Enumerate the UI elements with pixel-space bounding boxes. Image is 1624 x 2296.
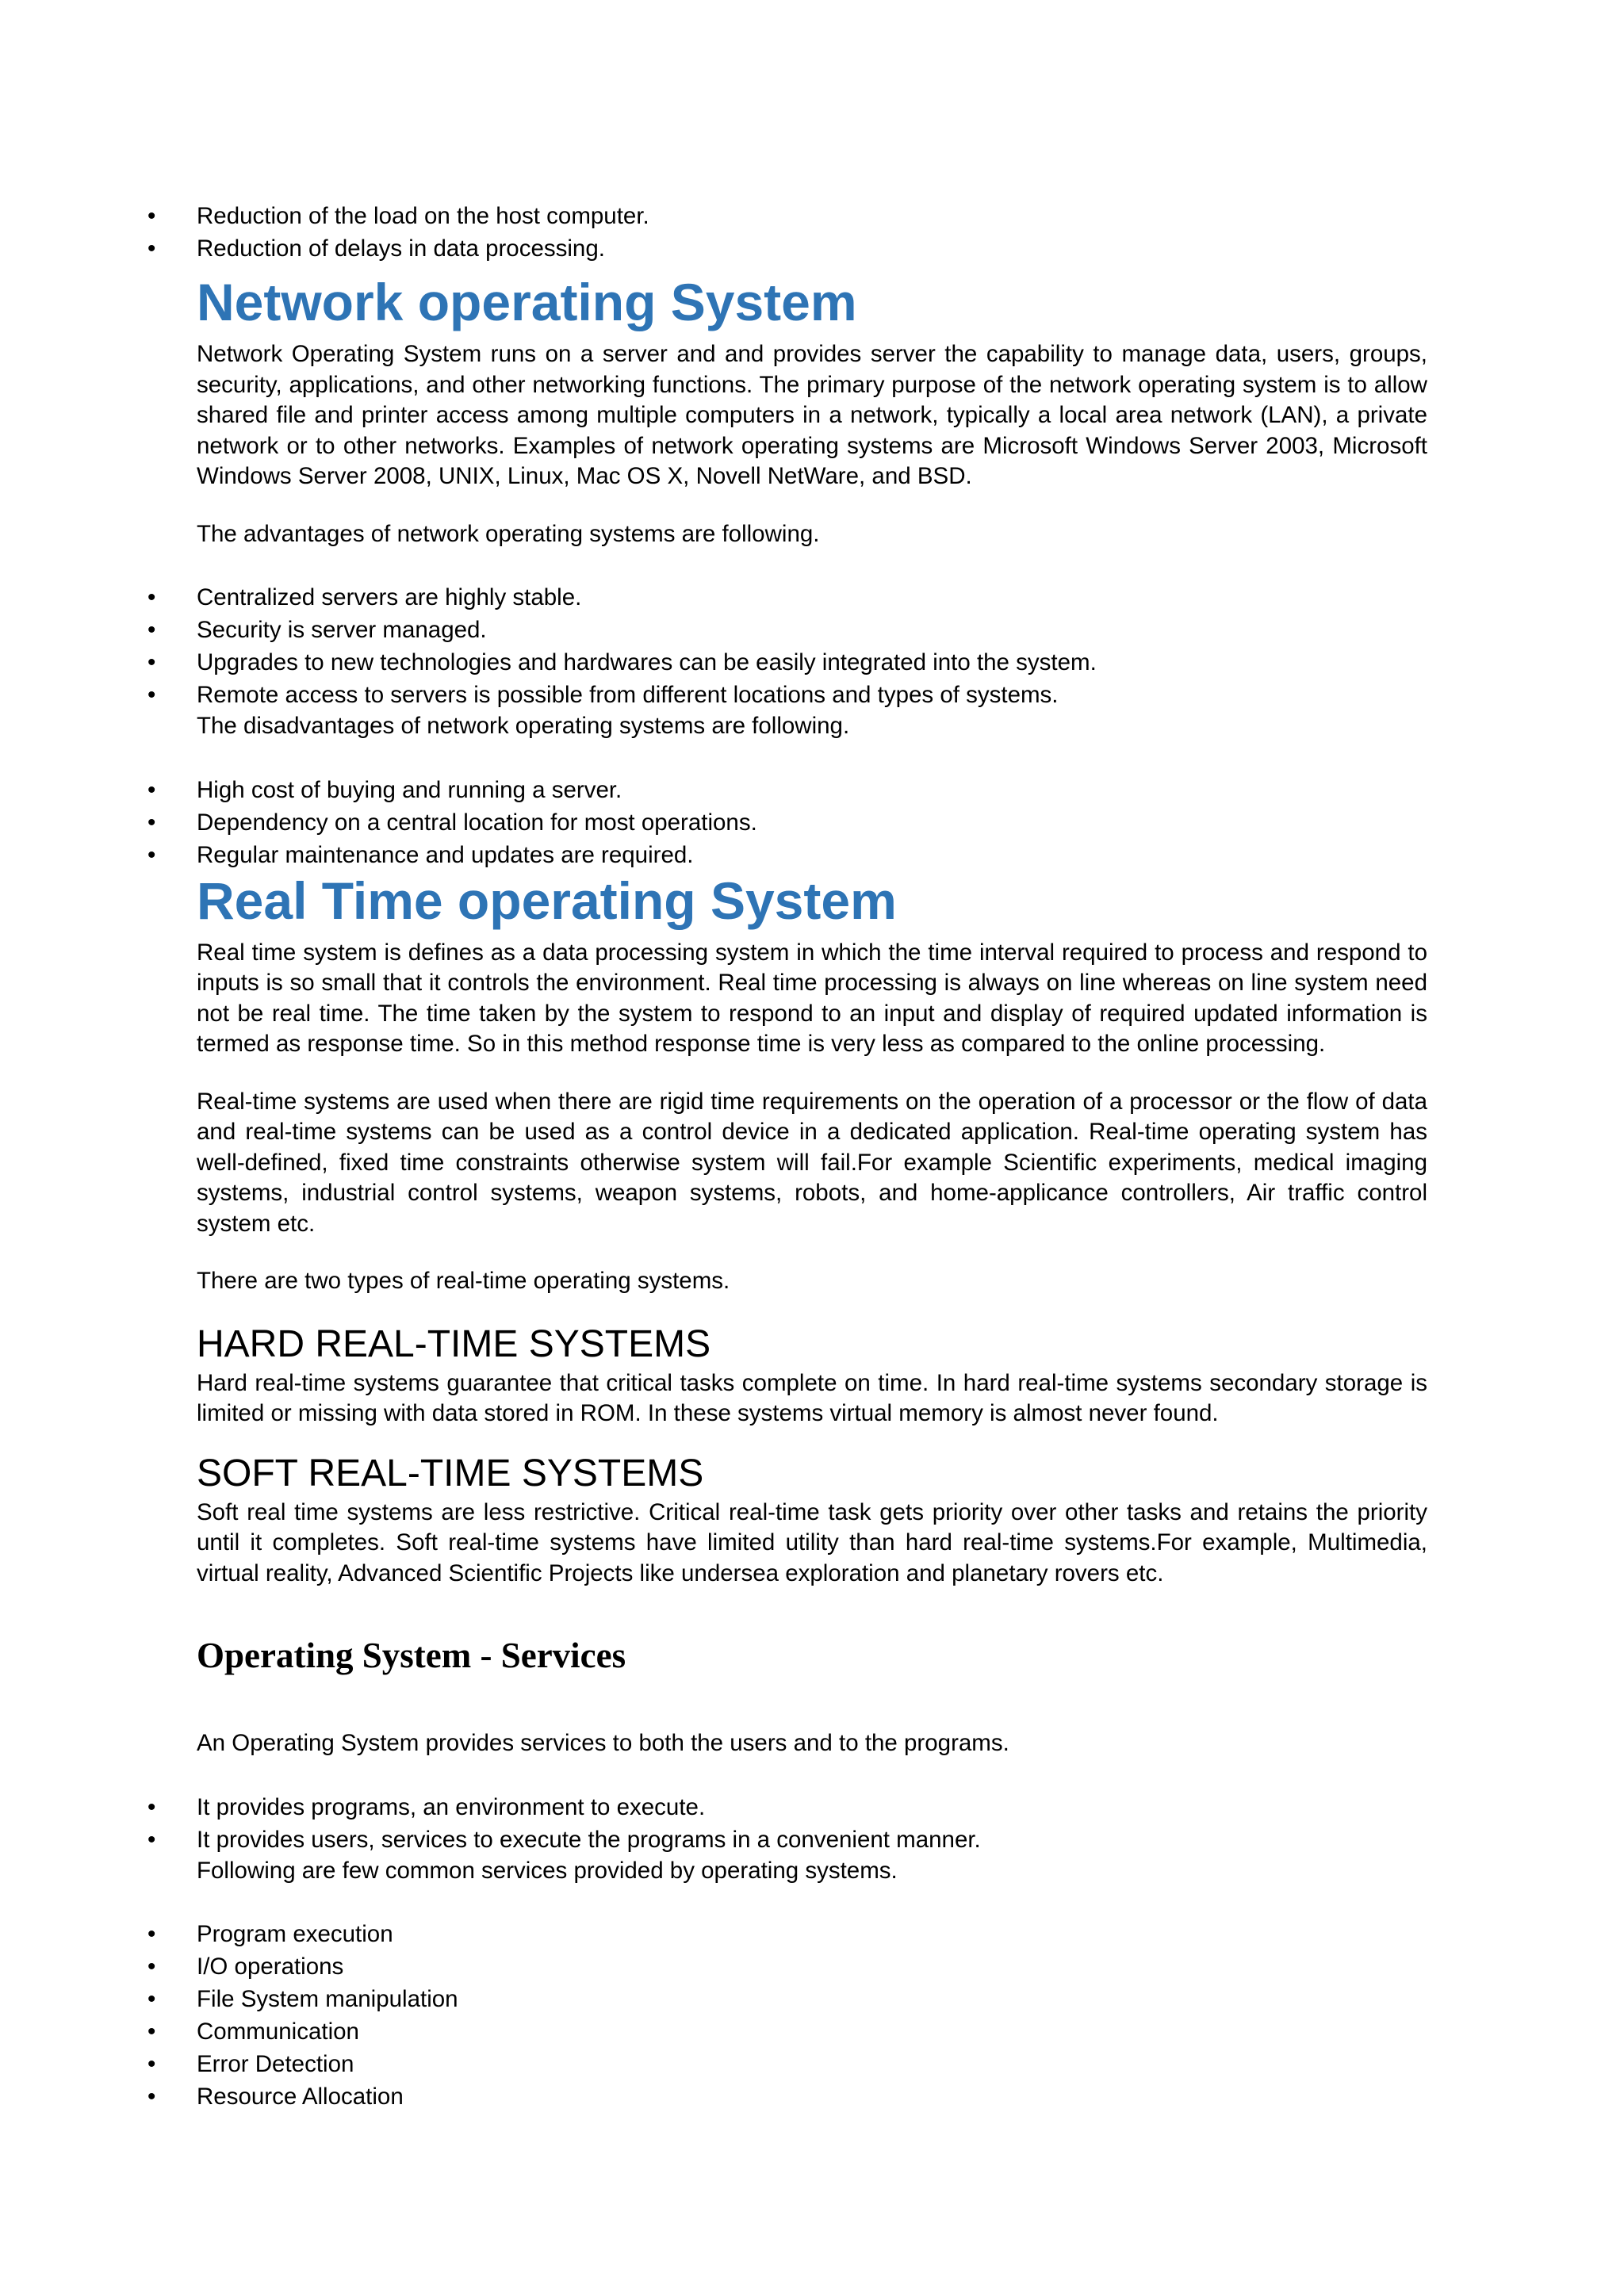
list-item: • Security is server managed. xyxy=(197,614,1427,646)
soft-realtime-heading: SOFT REAL-TIME SYSTEMS xyxy=(197,1452,704,1494)
list-item: • It provides users, services to execute the programs in a convenient manner. xyxy=(197,1823,1427,1856)
os-services-following: Following are few common services provided by operating systems. xyxy=(197,1857,898,1884)
os-services-bullets xyxy=(197,1791,1427,1856)
intro-bullet-list xyxy=(197,200,1427,265)
list-item: • Communication xyxy=(197,2015,1427,2048)
os-services-heading: Operating System - Services xyxy=(197,1636,626,1675)
network-os-heading: Network operating System xyxy=(197,273,857,331)
list-item: • Program execution xyxy=(197,1918,1427,1950)
list-item: • Error Detection xyxy=(197,2048,1427,2080)
network-os-paragraph: Network Operating System runs on a server and and provides server the capability to manage data, users, groups, security, applications, and other networking functions. The primary purpose of the network operating system is to allow shared file and printer access among multiple computers in a network, typically a local area network (LAN), a private network or to other networks. Examples of network operating systems are Microsoft Windows Server 2003, Microsoft Windows Server 2008, UNIX, Linux, Mac OS X, Novell NetWare, and BSD. xyxy=(197,341,1427,489)
network-advantages-list xyxy=(197,581,1427,711)
list-item: • File System manipulation xyxy=(197,1983,1427,2015)
list-item: • Regular maintenance and updates are required. xyxy=(197,839,1427,871)
list-item: • Centralized servers are highly stable. xyxy=(197,581,1427,614)
hard-realtime-heading: HARD REAL-TIME SYSTEMS xyxy=(197,1322,711,1365)
realtime-paragraph-1: Real time system is defines as a data processing system in which the time interval required to process and respond to inputs is so small that it controls the environment. Real time processing is always on line whereas on line system need not be real time. The time taken by the system to respond to an input and display of required updated information is termed as response time. So in this method response time is very less as compared to the online processing. xyxy=(197,939,1427,1057)
list-item: • Upgrades to new technologies and hardwares can be easily integrated into the system. xyxy=(197,646,1427,679)
network-disadvantages-list xyxy=(197,774,1427,871)
realtime-types-intro: There are two types of real-time operating systems. xyxy=(197,1268,730,1294)
soft-realtime-text: Soft real time systems are less restrictive. Critical real-time task gets priority over other tasks and retains the priority until it completes. Soft real-time systems have limited utility than hard real-time systems.For example, Multimedia, virtual reality, Advanced Scientific Projects like undersea exploration and planetary rovers etc. xyxy=(197,1498,1427,1586)
network-advantages-intro: The advantages of network operating systems are following. xyxy=(197,520,820,547)
network-disadvantages-intro: The disadvantages of network operating systems are following. xyxy=(197,713,850,739)
list-item: • It provides programs, an environment to execute. xyxy=(197,1791,1427,1823)
list-item: • Reduction of delays in data processing. xyxy=(197,232,1427,265)
os-services-intro: An Operating System provides services to both the users and to the programs. xyxy=(197,1730,1009,1756)
list-item: • Dependency on a central location for most operations. xyxy=(197,806,1427,839)
list-item: • Remote access to servers is possible from different locations and types of systems. xyxy=(197,679,1427,711)
list-item: • Reduction of the load on the host computer. xyxy=(197,200,1427,232)
document-page xyxy=(197,200,1427,2113)
list-item: • Resource Allocation xyxy=(197,2080,1427,2113)
hard-realtime-text: Hard real-time systems guarantee that critical tasks complete on time. In hard real-time systems secondary storage is limited or missing with data stored in ROM. In these systems virtual memory is almost never found. xyxy=(197,1369,1427,1426)
realtime-paragraph-2: Real-time systems are used when there are rigid time requirements on the operation of a processor or the flow of data and real-time systems can be used as a control device in a dedicated application. Real-time operating system has well-defined, fixed time constraints otherwise system will fail.For example Scientific experiments, medical imaging systems, industrial control systems, weapon systems, robots, and home-applicance controllers, Air traffic control system etc. xyxy=(197,1088,1427,1237)
os-services-list xyxy=(197,1918,1427,2113)
list-item: • I/O operations xyxy=(197,1950,1427,1983)
realtime-os-heading: Real Time operating System xyxy=(197,871,897,930)
list-item: • High cost of buying and running a server. xyxy=(197,774,1427,806)
